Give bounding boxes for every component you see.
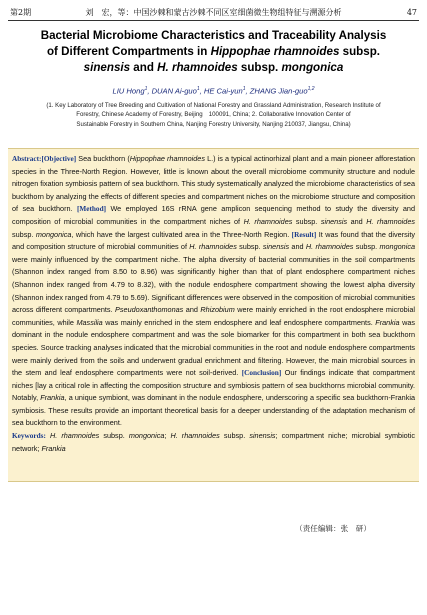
responsible-editor: （责任编辑：张 研） [295, 524, 371, 533]
abstract-sentence: , which have the largest cultivated area in the Three-North Region. [71, 229, 292, 239]
genus-name: Pseudoxanthomonas [115, 305, 184, 315]
title-text: subsp. [339, 45, 381, 58]
abstract-sentence: and [183, 305, 201, 315]
keyword: mongonica [128, 431, 165, 441]
abstract-sentence: subsp. [236, 242, 263, 252]
genus-name: Frankia [40, 393, 65, 403]
abstract-sentence: Our findings indicate that compartment niches [lay a critical role in affecting the composition structure and symbiosis pattern of sea buckthorns microbial community. Notably, [12, 368, 415, 403]
method-label: [Method] [76, 205, 107, 214]
genus-name: Rhizobium [200, 305, 235, 315]
article-title [10, 28, 417, 76]
species-name: H. rhamnoides [366, 216, 416, 226]
keyword: subsp. [219, 431, 250, 441]
abstract-sentence: subsp. [12, 229, 36, 239]
title-species: sinensis [83, 61, 131, 74]
author-name: LIU Hong [112, 86, 145, 96]
species-name: mongonica [379, 242, 415, 252]
title-species: mongonica [281, 61, 344, 74]
abstract-sentence: It was found that the diversity and composition structure of microbial communities of [12, 229, 415, 252]
abstract-text [12, 153, 415, 430]
author-affil-mark: 1 [196, 86, 200, 92]
keyword: sinensis [249, 431, 276, 441]
title-line-1: Bacterial Microbiome Characteristics and Traceability Analysis [40, 29, 387, 42]
title-line-2 [10, 44, 417, 60]
title-text: subsp. [237, 61, 282, 74]
author-affil-mark: 1 [242, 86, 246, 92]
page-number: 47 [406, 8, 417, 17]
affiliations [14, 101, 413, 129]
keyword: H. rhamnoides [49, 431, 100, 441]
abstract-sentence: were mainly enriched in the root endosphere microbial communities, while [12, 305, 415, 327]
author-name: DUAN Ai-guo [151, 86, 197, 96]
affiliation-line: Forestry, Chinese Academy of Forestry, Beijing 100091, China; 2. Collaborative Innovation Center of [76, 111, 351, 119]
genus-name: Massilia [76, 317, 103, 327]
keyword-separator: ; [164, 431, 171, 441]
keywords-label: Keywords: [12, 432, 46, 441]
objective-label: [Objective] [41, 155, 77, 163]
result-label: [Result] [291, 230, 317, 239]
title-line-3 [10, 60, 417, 76]
author-separator: , [245, 86, 250, 96]
issue-number: 第2期 [10, 8, 32, 17]
author-name: HE Cai-yun [203, 86, 243, 96]
abstract-sentence: and [289, 242, 306, 252]
keyword: subsp. [99, 431, 129, 441]
abstract-sentence: was dominant in the nodule endosphere compartment and was the sole biomarker for this compartment in both sea buckthorn species. Source tracking analyses indicated that the microbial communities in the root and nodule endosphere compartments were mainly derived from the soils and underwent gradual enrichment and filtering. However, the main microbial sources in the stem and leaf endosphere compartments were not soil-derived. [12, 317, 415, 378]
affiliation-line: Sustainable Forestry in Southern China, Nanjing Forestry University, Nanjing 210037, Jiangsu, China) [76, 120, 351, 128]
author-name: ZHANG Jian-guo [249, 86, 308, 96]
abstract-sentence: L.) is a typical actinorhizal plant and a main pioneer afforestation species in the Three-North Region. However, little is known about the overall microbiome community structure and nodule nitrogen fixation symbiosis pattern of sea buckthorn. This study systematically analyzed the microbiome characteristics of sea buckthorn by analyzing the effects of different species and compartment niches on the microbiome structure and composition of sea buckthorn. [12, 154, 415, 214]
title-species: Hippophae rhamnoides [210, 45, 340, 58]
author-affil-mark: 1 [144, 86, 148, 92]
abstract-sentence: , a unique symbiont, was dominant in the nodule endosphere, underscoring a specific sea buckthorn-Frankia symbiosis. These results provide an important theoretical basis for a deeper understanding of the adaptation mechanism of sea buckthorn to the environment. [12, 393, 415, 428]
keywords [12, 430, 415, 455]
conclusion-label: [Conclusion] [241, 369, 282, 378]
author-separator: , [147, 86, 152, 96]
species-name: H. rhamnoides [243, 216, 293, 226]
title-text: of Different Compartments in [46, 45, 211, 58]
abstract-sentence: were mainly influenced by the compartment niche. The alpha diversity of bacterial communities in the soil compartments (Shannon index ranged from 8.50 to 8.96) was significantly higher than that of plant endosphere compartment niches (Shannon index ranged from 4.79 to 8.32), with the nodule endosphere compartment showing the lowest alpha diversity (Shannon index ranged from 4.79 to 5.69). Significant differences were observed in the composition of microbial communities across different compartments. [12, 254, 415, 315]
species-name: Hippophae rhamnoides [129, 154, 205, 163]
species-name: sinensis [320, 216, 348, 226]
keyword: ; compartment niche; microbial symbiotic network; [12, 431, 415, 453]
abstract-label: Abstract: [12, 155, 42, 163]
keyword: Frankia [41, 443, 66, 453]
species-name: mongonica [35, 229, 72, 239]
abstract-sentence: was mainly enriched in the stem endosphere and leaf endosphere compartments. [102, 317, 376, 327]
abstract-sentence: subsp. [292, 216, 321, 226]
abstract-box [8, 148, 419, 482]
running-header [8, 6, 419, 21]
species-name: sinensis [262, 242, 290, 252]
abstract-sentence: We employed 16S rRNA gene amplicon sequencing method to study the diversity and composition of microbial communities in the compartment niches of [12, 204, 415, 226]
species-name: H. rhamnoides [305, 242, 354, 252]
species-name: H. rhamnoides [189, 242, 237, 252]
abstract-sentence: Sea buckthorn ( [76, 154, 130, 163]
author-affil-mark: 1,2 [307, 86, 315, 92]
author-list [0, 86, 427, 96]
author-separator: , [199, 86, 204, 96]
running-title: 刘 宏，等：中国沙棘和蒙古沙棘不同区室细菌微生物组特征与溯源分析 [85, 8, 342, 17]
affiliation-line: (1. Key Laboratory of Tree Breeding and Cultivation of National Forestry and Grassland Administration, Research Institute of [46, 102, 381, 109]
abstract-sentence: subsp. [353, 242, 380, 252]
keyword: H. rhamnoides [170, 431, 220, 441]
title-text: and [130, 61, 158, 74]
title-species: H. rhamnoides [157, 61, 238, 74]
abstract-sentence: and [347, 216, 367, 226]
genus-name: Frankia [375, 317, 400, 327]
